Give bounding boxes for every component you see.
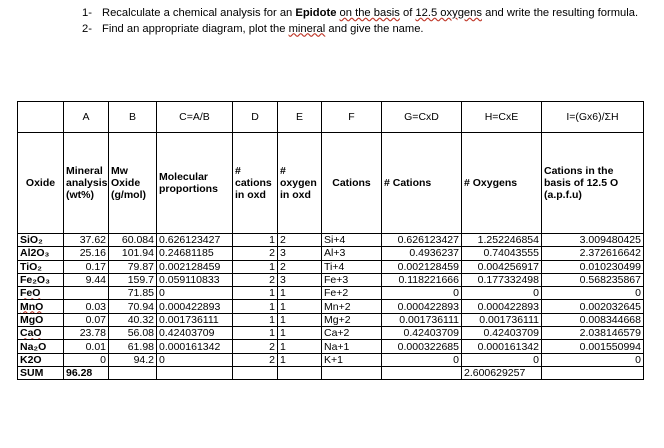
letter-cell: C=A/B: [157, 102, 233, 133]
sum-oxygens: 2.600629257: [462, 366, 542, 379]
cations-in-oxd-cell: 1: [233, 260, 278, 273]
instruction-number: 1-: [82, 7, 92, 19]
wt-percent-cell: [64, 287, 109, 300]
mw-cell: 60.084: [109, 234, 157, 247]
oxygen-in-oxd-cell: 3: [278, 273, 322, 286]
molecular-cell: 0: [157, 353, 233, 366]
oxide-cell: TiO₂: [18, 260, 64, 273]
cation-cell: Si+4: [322, 234, 382, 247]
letter-cell: A: [64, 102, 109, 133]
molecular-cell: 0: [157, 287, 233, 300]
oxide-cell: FeO: [18, 287, 64, 300]
oxygen-in-oxd-cell: 2: [278, 234, 322, 247]
molecular-cell: 0.42403709: [157, 327, 233, 340]
header-mineral-analysis: Mineral analysis (wt%): [64, 133, 109, 234]
sum-label: SUM: [18, 366, 64, 379]
n-cations-cell: 0.000322685: [382, 340, 462, 353]
header-row: [18, 133, 644, 234]
n-oxygens-cell: 0.000422893: [462, 300, 542, 313]
empty-cell: [382, 366, 462, 379]
empty-cell: [542, 366, 644, 379]
table-row: [18, 247, 644, 260]
cations-in-oxd-cell: 2: [233, 340, 278, 353]
mineral-name: Epidote: [295, 7, 337, 19]
oxygen-in-oxd-cell: 1: [278, 353, 322, 366]
mw-cell: 94.2: [109, 353, 157, 366]
header-mw: Mw Oxide (g/mol): [109, 133, 157, 234]
table-row: [18, 234, 644, 247]
empty-cell: [278, 366, 322, 379]
oxide-cell: Al2O₃: [18, 247, 64, 260]
letter-cell: E: [278, 102, 322, 133]
table-row: [18, 327, 644, 340]
n-cations-cell: 0.4936237: [382, 247, 462, 260]
oxygen-in-oxd-cell: 1: [278, 327, 322, 340]
n-cations-cell: 0.001736111: [382, 313, 462, 326]
mw-cell: 40.32: [109, 313, 157, 326]
cation-cell: Al+3: [322, 247, 382, 260]
table-row: [18, 260, 644, 273]
apfu-cell: 0: [542, 287, 644, 300]
apfu-cell: 0.008344668: [542, 313, 644, 326]
molecular-cell: 0.000161342: [157, 340, 233, 353]
apfu-cell: 2.372616642: [542, 247, 644, 260]
cations-in-oxd-cell: 1: [233, 287, 278, 300]
apfu-cell: 0.568235867: [542, 273, 644, 286]
sum-wt-percent: 96.28: [64, 366, 109, 379]
mw-cell: 61.98: [109, 340, 157, 353]
cations-in-oxd-cell: 1: [233, 234, 278, 247]
wt-percent-cell: 0.07: [64, 313, 109, 326]
instruction-text: Find an appropriate diagram, plot the mineral and give the name.: [102, 22, 424, 35]
apfu-cell: 0.002032645: [542, 300, 644, 313]
n-oxygens-cell: 0.42403709: [462, 327, 542, 340]
header-n-oxygens: # Oxygens: [462, 133, 542, 234]
mw-cell: 70.94: [109, 300, 157, 313]
header-molecular: Molecular proportions: [157, 133, 233, 234]
molecular-cell: 0.000422893: [157, 300, 233, 313]
table-row: [18, 273, 644, 286]
n-oxygens-cell: 0.004256917: [462, 260, 542, 273]
oxygen-in-oxd-cell: 3: [278, 247, 322, 260]
oxide-cell: MnO: [18, 300, 64, 313]
oxide-cell: Na₂O: [18, 340, 64, 353]
n-oxygens-cell: 0: [462, 287, 542, 300]
letter-cell: G=CxD: [382, 102, 462, 133]
n-oxygens-cell: 0.177332498: [462, 273, 542, 286]
n-oxygens-cell: 0.001736111: [462, 313, 542, 326]
table-row: [18, 300, 644, 313]
chemical-analysis-table: [17, 101, 644, 380]
oxide-cell: Fe₂O₃: [18, 273, 64, 286]
molecular-cell: 0.059110833: [157, 273, 233, 286]
oxygen-in-oxd-cell: 2: [278, 260, 322, 273]
oxygen-in-oxd-cell: 1: [278, 340, 322, 353]
instruction-text: Recalculate a chemical analysis for an Epidote on the basis of 12.5 oxygens and write the resulting formula.: [102, 7, 639, 19]
molecular-cell: 0.001736111: [157, 313, 233, 326]
sum-row: [18, 366, 644, 379]
cations-in-oxd-cell: 1: [233, 327, 278, 340]
cation-cell: Mg+2: [322, 313, 382, 326]
cations-in-oxd-cell: 1: [233, 313, 278, 326]
oxide-cell: SiO₂: [18, 234, 64, 247]
oxide-cell: CaO: [18, 327, 64, 340]
empty-cell: [322, 366, 382, 379]
header-cations-basis: Cations in the basis of 12.5 O (a.p.f.u): [542, 133, 644, 234]
letter-cell: I=(Gx6)/ΣH: [542, 102, 644, 133]
n-cations-cell: 0.002128459: [382, 260, 462, 273]
letter-cell: H=CxE: [462, 102, 542, 133]
wt-percent-cell: 0.01: [64, 340, 109, 353]
empty-cell: [109, 366, 157, 379]
mw-cell: 79.87: [109, 260, 157, 273]
instructions: [82, 7, 642, 38]
n-cations-cell: 0.626123427: [382, 234, 462, 247]
n-cations-cell: 0: [382, 287, 462, 300]
molecular-cell: 0.002128459: [157, 260, 233, 273]
header-cations: Cations: [322, 133, 382, 234]
oxygen-in-oxd-cell: 1: [278, 300, 322, 313]
molecular-cell: 0.24681185: [157, 247, 233, 260]
n-cations-cell: 0.118221666: [382, 273, 462, 286]
table-row: [18, 340, 644, 353]
column-letters-row: [18, 102, 644, 133]
cation-cell: Fe+2: [322, 287, 382, 300]
letter-cell: [18, 102, 64, 133]
cations-in-oxd-cell: 1: [233, 300, 278, 313]
cation-cell: K+1: [322, 353, 382, 366]
cations-in-oxd-cell: 2: [233, 273, 278, 286]
apfu-cell: 0: [542, 353, 644, 366]
letter-cell: B: [109, 102, 157, 133]
oxygen-in-oxd-cell: 1: [278, 287, 322, 300]
mw-cell: 159.7: [109, 273, 157, 286]
empty-cell: [233, 366, 278, 379]
letter-cell: D: [233, 102, 278, 133]
wt-percent-cell: 0: [64, 353, 109, 366]
cation-cell: Mn+2: [322, 300, 382, 313]
header-cations-in-oxd: # cations in oxd: [233, 133, 278, 234]
wt-percent-cell: 37.62: [64, 234, 109, 247]
letter-cell: F: [322, 102, 382, 133]
empty-cell: [157, 366, 233, 379]
table-row: [18, 287, 644, 300]
apfu-cell: 2.038146579: [542, 327, 644, 340]
wt-percent-cell: 0.03: [64, 300, 109, 313]
n-cations-cell: 0: [382, 353, 462, 366]
oxygen-in-oxd-cell: 1: [278, 313, 322, 326]
n-oxygens-cell: 0.000161342: [462, 340, 542, 353]
n-cations-cell: 0.000422893: [382, 300, 462, 313]
instruction-number: 2-: [82, 22, 92, 35]
wt-percent-cell: 9.44: [64, 273, 109, 286]
cations-in-oxd-cell: 2: [233, 353, 278, 366]
wt-percent-cell: 0.17: [64, 260, 109, 273]
n-oxygens-cell: 0: [462, 353, 542, 366]
mw-cell: 71.85: [109, 287, 157, 300]
mw-cell: 101.94: [109, 247, 157, 260]
header-oxygen-in-oxd: # oxygen in oxd: [278, 133, 322, 234]
oxide-cell: MgO: [18, 313, 64, 326]
oxide-cell: K2O: [18, 353, 64, 366]
wt-percent-cell: 25.16: [64, 247, 109, 260]
n-cations-cell: 0.42403709: [382, 327, 462, 340]
instruction-2: [82, 23, 642, 37]
instruction-1: [82, 7, 642, 21]
n-oxygens-cell: 1.252246854: [462, 234, 542, 247]
cation-cell: Ti+4: [322, 260, 382, 273]
apfu-cell: 0.001550994: [542, 340, 644, 353]
n-oxygens-cell: 0.74043555: [462, 247, 542, 260]
table-row: [18, 313, 644, 326]
molecular-cell: 0.626123427: [157, 234, 233, 247]
apfu-cell: 3.009480425: [542, 234, 644, 247]
mw-cell: 56.08: [109, 327, 157, 340]
header-oxide: Oxide: [18, 133, 64, 234]
apfu-cell: 0.010230499: [542, 260, 644, 273]
cation-cell: Fe+3: [322, 273, 382, 286]
header-n-cations: # Cations: [382, 133, 462, 234]
cation-cell: Na+1: [322, 340, 382, 353]
cation-cell: Ca+2: [322, 327, 382, 340]
table-row: [18, 353, 644, 366]
wt-percent-cell: 23.78: [64, 327, 109, 340]
cations-in-oxd-cell: 2: [233, 247, 278, 260]
